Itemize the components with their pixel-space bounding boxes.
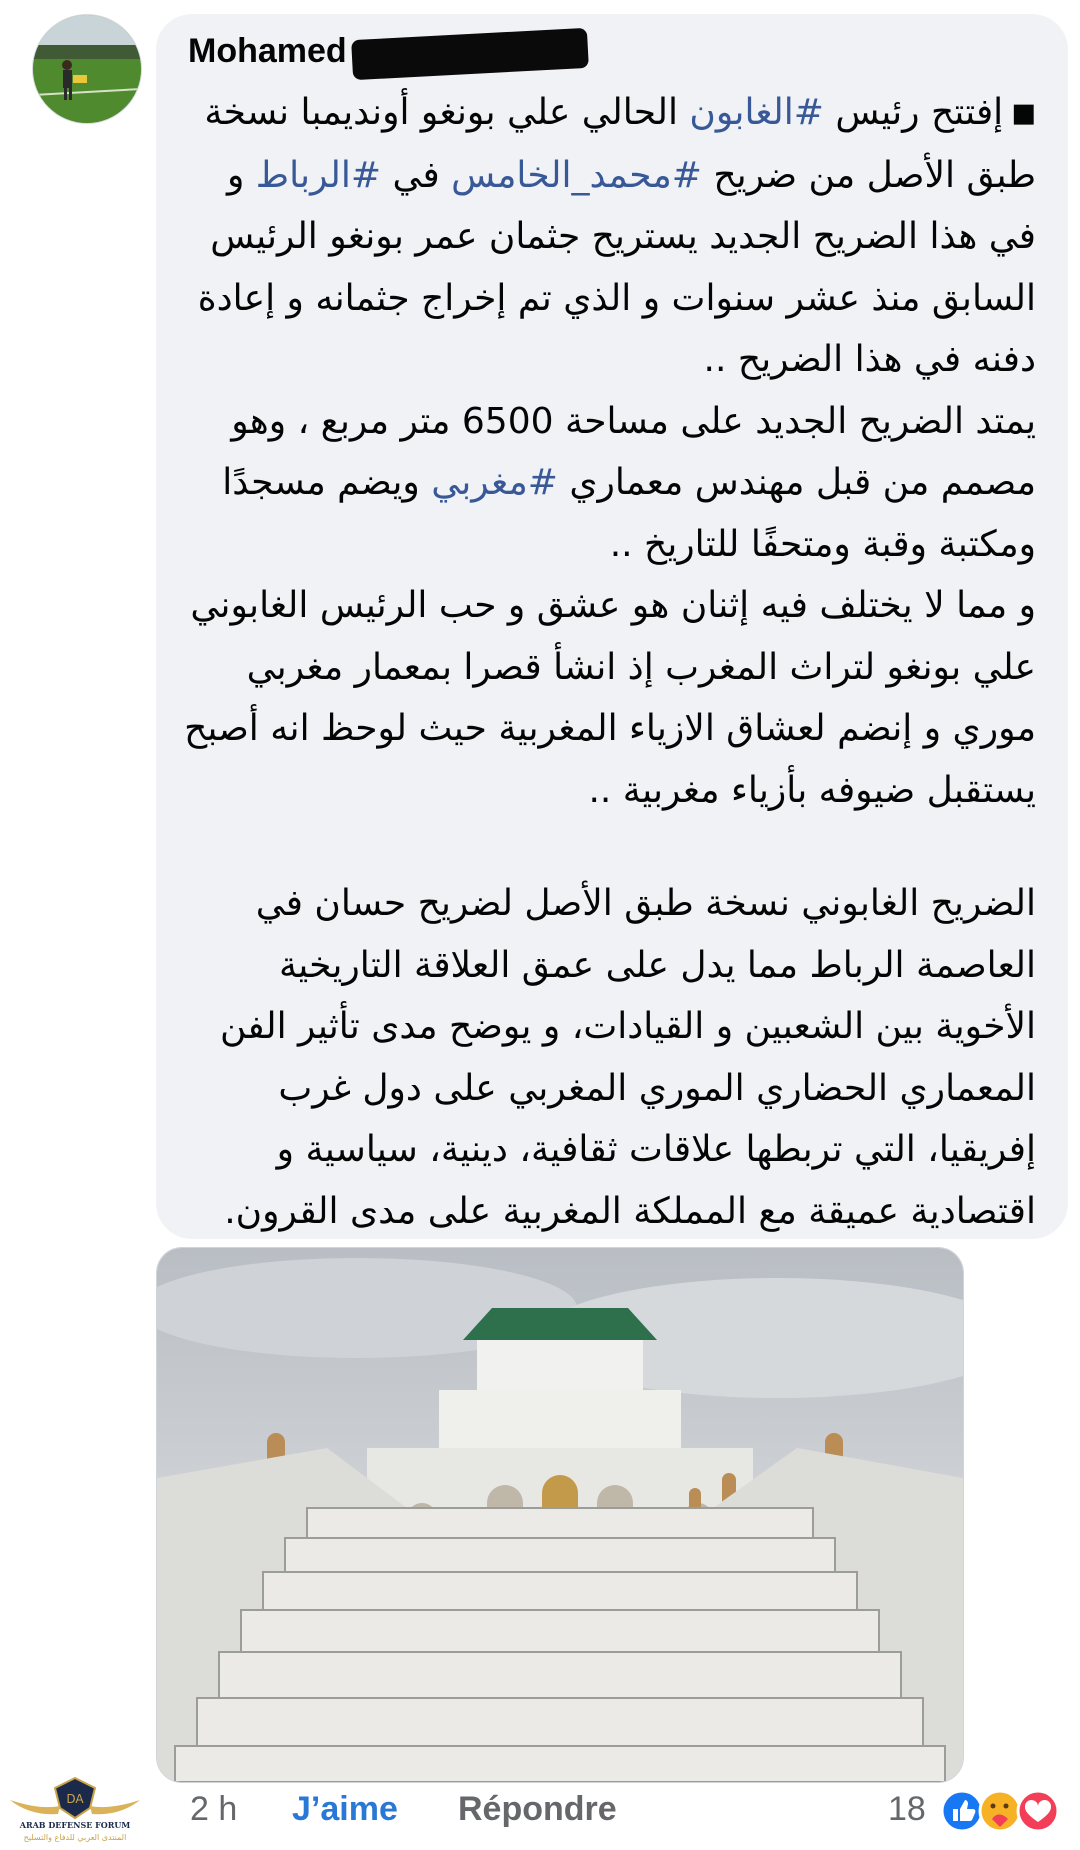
author-avatar[interactable]: [32, 14, 142, 124]
comment-bubble: [156, 14, 1068, 1239]
comment-text-run: إفتتح رئيس: [823, 92, 1004, 133]
reply-button[interactable]: Répondre: [458, 1790, 617, 1828]
reactions-summary[interactable]: [940, 1786, 1072, 1836]
comment-paragraph: [176, 873, 1036, 1242]
comment-text-run: و مما لا يختلف فيه إثنان هو عشق و حب الرئيس الغابوني علي بونغو لتراث المغرب إذ انشأ قصرا بمعمار مغربي موري و إنضم لعشاق الازياء المغربية حيث لوحظ انه أصبح يستقبل ضيوفه بأزياء مغربية ..: [184, 585, 1036, 811]
hashtag-link[interactable]: #محمد_الخامس: [451, 154, 702, 196]
comment-actions: [0, 1790, 1080, 1850]
paragraph-gap: [176, 821, 1036, 873]
mausoleum-photo: [157, 1248, 963, 1782]
comment-text-run: و في هذا الضريح الجديد يستريح جثمان عمر بونغو الرئيس السابق منذ عشر سنوات و الذي تم إخراج جثمانه و إعادة دفنه في هذا الضريح ..: [197, 154, 1036, 381]
comment-text-run: في: [381, 154, 452, 196]
hashtag-link[interactable]: #الغابون: [689, 92, 824, 133]
reaction-count[interactable]: 18: [888, 1790, 926, 1828]
forum-watermark: [0, 1770, 150, 1845]
comment-paragraph: [176, 575, 1036, 821]
bullet-square-icon: ■: [1003, 98, 1036, 129]
author-name[interactable]: Mohamed: [188, 32, 347, 70]
comment-paragraph: [176, 82, 1036, 391]
like-button[interactable]: J’aime: [292, 1790, 398, 1828]
post-image[interactable]: [156, 1247, 964, 1783]
like-icon: [942, 1791, 982, 1831]
comment-text: [176, 82, 1036, 1242]
svg-text:DA: DA: [66, 1792, 84, 1806]
svg-text:المنتدى العربي للدفاع والتسليح: المنتدى العربي للدفاع والتسليح: [23, 1833, 127, 1842]
comment-timestamp[interactable]: 2 h: [190, 1790, 238, 1828]
svg-text:ARAB DEFENSE FORUM: ARAB DEFENSE FORUM: [19, 1820, 131, 1830]
forum-logo-icon: [0, 1770, 150, 1845]
redacted-name: [351, 28, 589, 80]
comment-paragraph: [176, 391, 1036, 576]
hashtag-link[interactable]: #مغربي: [431, 462, 558, 504]
comment-text-run: الضريح الغابوني نسخة طبق الأصل لضريح حسان في العاصمة الرباط مما يدل على عمق العلاقة التاريخية الأخوية بين الشعبين و القيادات، و يوضح مدى تأثير الفن المعماري الحضاري الموري المغربي على دول غرب إفريقيا، التي تربطها علاقات ثقافية، دينية، سياسية و اقتصادية عميقة مع المملكة المغربية على مدى القرون.: [220, 883, 1036, 1232]
comment-text-run: يمتد الضريح الجديد على مساحة 6500 متر مربع ، وهو مصمم من قبل مهندس معماري: [231, 400, 1036, 504]
hashtag-link[interactable]: #الرباط: [255, 154, 382, 196]
comment-text-run: ويضم مسجدًا ومكتبة وقبة ومتحفًا للتاريخ ..: [222, 462, 1036, 565]
comment-text-run: الحالي علي بونغو أونديمبا نسخة طبق الأصل من ضريح: [204, 92, 1036, 196]
avatar-photo: [33, 15, 141, 123]
care-icon: [980, 1791, 1020, 1831]
love-icon: [1018, 1791, 1058, 1831]
